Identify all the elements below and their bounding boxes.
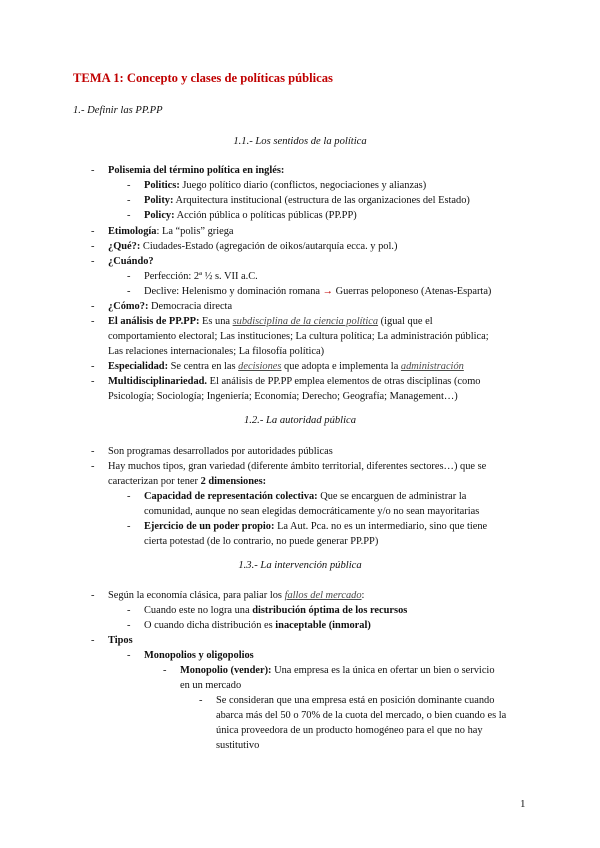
term: ¿Cómo?: bbox=[108, 301, 149, 312]
bullet-dash: - bbox=[127, 650, 131, 661]
text: Cuando este no logra una bbox=[144, 605, 253, 616]
right-arrow-icon: → bbox=[322, 286, 333, 297]
term: inaceptable (inmoral) bbox=[275, 620, 371, 631]
list-item bbox=[108, 359, 464, 375]
list-item bbox=[144, 648, 254, 664]
text: que adopta e implementa la bbox=[281, 361, 401, 372]
list-item: Hay muchos tipos, gran variedad (diferente ámbito territorial, diferentes sectores…) que se bbox=[108, 461, 487, 472]
term: Monopolio (vender): bbox=[180, 665, 272, 676]
list-item-continuation: en un mercado bbox=[180, 680, 242, 691]
term: Multidisciplinariedad. bbox=[108, 376, 208, 387]
term: Polisemia del término política en inglés: bbox=[108, 165, 285, 176]
emphasis-link: administración bbox=[400, 361, 464, 372]
bullet-dash: - bbox=[91, 590, 95, 601]
list-item bbox=[144, 603, 407, 619]
text: Según la economía clásica, para paliar los bbox=[108, 590, 285, 601]
bullet-dash: - bbox=[91, 361, 95, 372]
term: Capacidad de representación colectiva: bbox=[144, 491, 318, 502]
list-item bbox=[108, 633, 133, 649]
bullet-dash: - bbox=[127, 286, 131, 297]
term: El análisis de PP.PP: bbox=[108, 316, 200, 327]
bullet-dash: - bbox=[127, 521, 131, 532]
emphasis-link: fallos del mercado bbox=[284, 590, 362, 601]
text: Juego político diario (conflictos, negociaciones y alianzas) bbox=[179, 180, 427, 191]
text: : bbox=[361, 590, 365, 601]
bullet-dash: - bbox=[127, 210, 131, 221]
text: caracterizan por tener bbox=[108, 476, 201, 487]
list-item bbox=[108, 314, 433, 330]
term: Monopolios y oligopolios bbox=[144, 650, 254, 661]
bullet-dash: - bbox=[91, 446, 95, 457]
text: La Aut. Pca. no es un intermediario, sino que tiene bbox=[274, 521, 488, 532]
text: Arquitectura institucional (estructura de las organizaciones del Estado) bbox=[173, 195, 470, 206]
section-heading-1-2: 1.2.- La autoridad pública bbox=[243, 415, 357, 426]
list-item bbox=[108, 163, 284, 179]
bullet-dash: - bbox=[91, 165, 95, 176]
text: El análisis de PP.PP emplea elementos de otras disciplinas (como bbox=[207, 376, 481, 387]
list-item-continuation: única proveedora de un producto homogéneo para el que no hay bbox=[216, 725, 483, 736]
bullet-dash: - bbox=[127, 180, 131, 191]
list-item bbox=[144, 178, 426, 194]
bullet-dash: - bbox=[91, 241, 95, 252]
text: (igual que el bbox=[378, 316, 433, 327]
text: Una empresa es la única en ofertar un bien o servicio bbox=[271, 665, 495, 676]
text: O cuando dicha distribución es bbox=[144, 620, 276, 631]
text: : La “polis” griega bbox=[156, 226, 234, 237]
section-heading-1-3: 1.3.- La intervención pública bbox=[238, 560, 362, 571]
list-item bbox=[180, 663, 495, 679]
bullet-dash: - bbox=[91, 256, 95, 267]
bullet-dash: - bbox=[91, 316, 95, 327]
bullet-dash: - bbox=[127, 271, 131, 282]
list-item bbox=[108, 299, 232, 315]
text: Guerras peloponeso (Atenas-Esparta) bbox=[333, 286, 492, 297]
list-item bbox=[108, 374, 481, 390]
term: Politics: bbox=[144, 180, 180, 191]
list-item bbox=[144, 193, 470, 209]
bullet-dash: - bbox=[91, 301, 95, 312]
term: Especialidad: bbox=[108, 361, 169, 372]
list-item: Perfección: 2ª ½ s. VII a.C. bbox=[144, 271, 258, 282]
list-item bbox=[144, 519, 487, 535]
term: ¿Qué?: bbox=[108, 241, 141, 252]
list-item-continuation bbox=[108, 474, 266, 490]
page-number: 1 bbox=[520, 798, 526, 810]
term: Policy: bbox=[144, 210, 175, 221]
list-item bbox=[144, 618, 371, 634]
text: Democracia directa bbox=[148, 301, 233, 312]
bullet-dash: - bbox=[91, 376, 95, 387]
text: Que se encarguen de administrar la bbox=[317, 491, 467, 502]
list-item-continuation: Las relaciones internacionales; La filosofía política) bbox=[108, 346, 325, 357]
list-item-continuation: Psicología; Sociología; Ingeniería; Economía; Derecho; Geografía; Management…) bbox=[108, 391, 458, 402]
list-item bbox=[108, 254, 154, 270]
list-item bbox=[144, 489, 466, 505]
bullet-dash: - bbox=[91, 226, 95, 237]
bullet-dash: - bbox=[127, 605, 131, 616]
text: Declive: Helenismo y dominación romana bbox=[144, 286, 323, 297]
list-item-continuation: cierta potestad (de lo contrario, no puede generar PP.PP) bbox=[144, 536, 379, 547]
text: Acción pública o políticas públicas (PP.PP) bbox=[174, 210, 357, 221]
bullet-dash: - bbox=[91, 635, 95, 646]
list-item bbox=[144, 208, 357, 224]
term: Ejercicio de un poder propio: bbox=[144, 521, 275, 532]
section-heading-1-1: 1.1.- Los sentidos de la política bbox=[233, 136, 367, 147]
term: Tipos bbox=[108, 635, 133, 646]
bullet-dash: - bbox=[199, 695, 203, 706]
list-item-continuation: abarca más del 50 o 70% de la cuota del mercado, o bien cuando es la bbox=[216, 710, 507, 721]
list-item bbox=[108, 588, 364, 604]
list-item: Son programas desarrollados por autoridades públicas bbox=[108, 446, 333, 457]
list-item-continuation: comunidad, aunque no sean elegidas democráticamente y/o no sean mayoritarias bbox=[144, 506, 480, 517]
text: Ciudades-Estado (agregación de oikos/autarquía ecca. y pol.) bbox=[140, 241, 398, 252]
bullet-dash: - bbox=[127, 195, 131, 206]
emphasis-link: decisiones bbox=[238, 361, 282, 372]
term: Etimología bbox=[108, 226, 157, 237]
list-item-continuation: comportamiento electoral; Las instituciones; La cultura política; La administración pública; bbox=[108, 331, 489, 342]
term: Polity: bbox=[144, 195, 174, 206]
text: Es una bbox=[199, 316, 233, 327]
list-item bbox=[108, 224, 234, 240]
term: 2 dimensiones: bbox=[200, 476, 267, 487]
term: ¿Cuándo? bbox=[108, 256, 154, 267]
list-item: Se consideran que una empresa está en posición dominante cuando bbox=[216, 695, 495, 706]
list-item-continuation: sustitutivo bbox=[216, 740, 260, 751]
bullet-dash: - bbox=[91, 461, 95, 472]
list-item bbox=[144, 284, 491, 300]
emphasis-link: subdisciplina de la ciencia política bbox=[232, 316, 379, 327]
bullet-dash: - bbox=[163, 665, 167, 676]
term: distribución óptima de los recursos bbox=[252, 605, 408, 616]
document-title: TEMA 1: Concepto y clases de políticas públicas bbox=[73, 71, 333, 85]
list-item bbox=[108, 239, 397, 255]
bullet-dash: - bbox=[127, 620, 131, 631]
section-subtitle: 1.- Definir las PP.PP bbox=[73, 105, 163, 116]
text: Se centra en las bbox=[168, 361, 239, 372]
bullet-dash: - bbox=[127, 491, 131, 502]
